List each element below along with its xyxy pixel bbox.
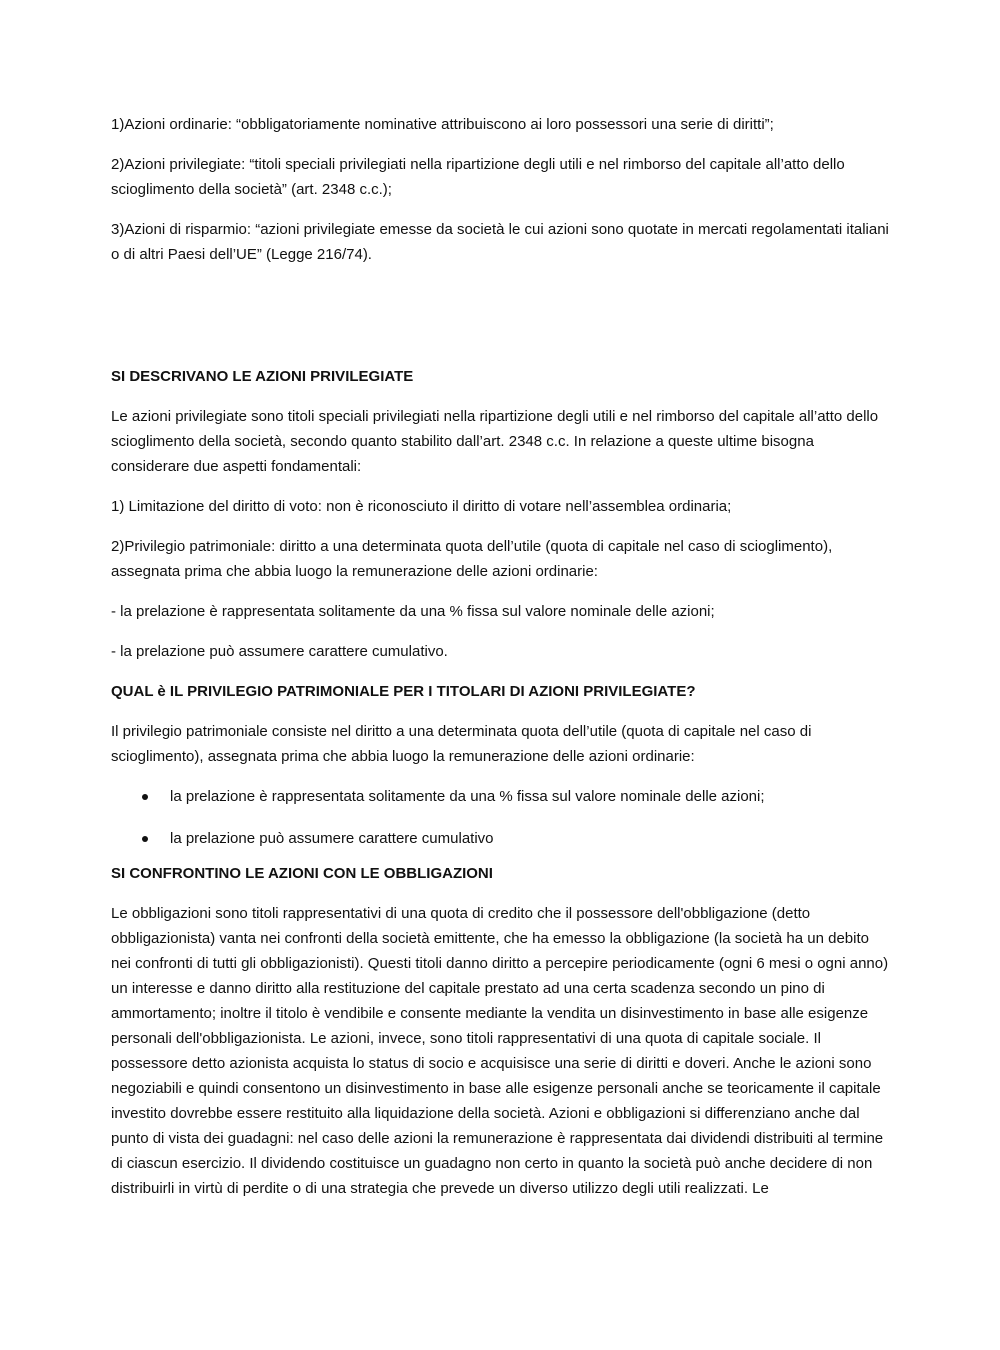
share-type-savings: 3)Azioni di risparmio: “azioni privilegiate emesse da società le cui azioni sono quotate in mercati regolamentati italiani o di altri Paesi dell’UE” (Legge 216/74). [111,221,889,263]
list-item-text: la prelazione è rappresentata solitamente da una % fissa sul valore nominale delle azioni; [170,788,765,805]
share-type-ordinary: 1)Azioni ordinarie: “obbligatoriamente nominative attribuiscono ai loro possessori una serie di diritti”; [111,116,774,133]
bullet-icon [142,836,148,842]
section-paragraph: Le azioni privilegiate sono titoli speciali privilegiati nella ripartizione degli utili e nel rimborso del capitale all’atto dello scioglimento della società, secondo quanto stabilito dall’art. 2348 c.c. In relazione a queste ultime bisogna considerare due aspetti fondamentali: [111,408,879,475]
numbered-item: 2)Privilegio patrimoniale: diritto a una determinata quota dell’utile (quota di capitale nel caso di scioglimento), assegnata prima che abbia luogo la remunerazione delle azioni ordinarie: [111,538,833,580]
document-page [111,112,891,1201]
section-heading-privileged-shares: SI DESCRIVANO LE AZIONI PRIVILEGIATE [111,368,414,385]
dash-item: - la prelazione è rappresentata solitamente da una % fissa sul valore nominale delle azioni; [111,603,715,620]
section-heading-shares-vs-bonds: SI CONFRONTINO LE AZIONI CON LE OBBLIGAZIONI [111,865,493,882]
list-item-text: la prelazione può assumere carattere cumulativo [170,830,494,847]
bullet-icon [142,794,148,800]
numbered-item: 1) Limitazione del diritto di voto: non è riconosciuto il diritto di votare nell’assemblea ordinaria; [111,498,732,515]
list-item [111,826,891,851]
share-type-privileged: 2)Azioni privilegiate: “titoli speciali privilegiati nella ripartizione degli utili e nel rimborso del capitale all’atto dello scioglimento della società” (art. 2348 c.c.); [111,156,845,198]
section-paragraph: Le obbligazioni sono titoli rappresentativi di una quota di credito che il possessore dell'obbligazione (detto obbligazionista) vanta nei confronti della società emittente, che ha emesso la obbligazione (la società ha un debito nei confronti di tutti gli obbligazionisti). Questi titoli danno diritto a percepire periodicamente (ogni 6 mesi o ogni anno) un interesse e danno diritto alla restituzione del capitale prestato ad una certa scadenza secondo un pino di ammortamento; inoltre il titolo è vendibile e consente mediante la vendita un disinvestimento in base alle esigenze personali dell'obbligazionista. Le azioni, invece, sono titoli rappresentativi di una quota di capitale sociale. Il possessore detto azionista acquista lo status di socio e acquisisce una serie di diritti e doveri. Anche le azioni sono negoziabili e quindi consentono un disinvestimento in base alle esigenze personali anche se teoricamente il capitale investito dovrebbe essere restituito alla liquidazione della società. Azioni e obbligazioni si differenziano anche dal punto di vista dei guadagni: nel caso delle azioni la remunerazione è rappresentata dai dividendi distribuiti al termine di ciascun esercizio. Il dividendo costituisce un guadagno non certo in quanto la società può anche decidere di non distribuirli in virtù di perdite o di una strategia che prevede un diverso utilizzo degli utili realizzati. Le [111,905,889,1197]
section-heading-patrimonial-privilege: QUAL è IL PRIVILEGIO PATRIMONIALE PER I TITOLARI DI AZIONI PRIVILEGIATE? [111,683,696,700]
bullet-list [111,784,891,851]
list-item [111,784,891,809]
dash-item: - la prelazione può assumere carattere cumulativo. [111,643,448,660]
section-paragraph: Il privilegio patrimoniale consiste nel diritto a una determinata quota dell’utile (quota di capitale nel caso di scioglimento), assegnata prima che abbia luogo la remunerazione delle azioni ordinarie: [111,723,812,765]
